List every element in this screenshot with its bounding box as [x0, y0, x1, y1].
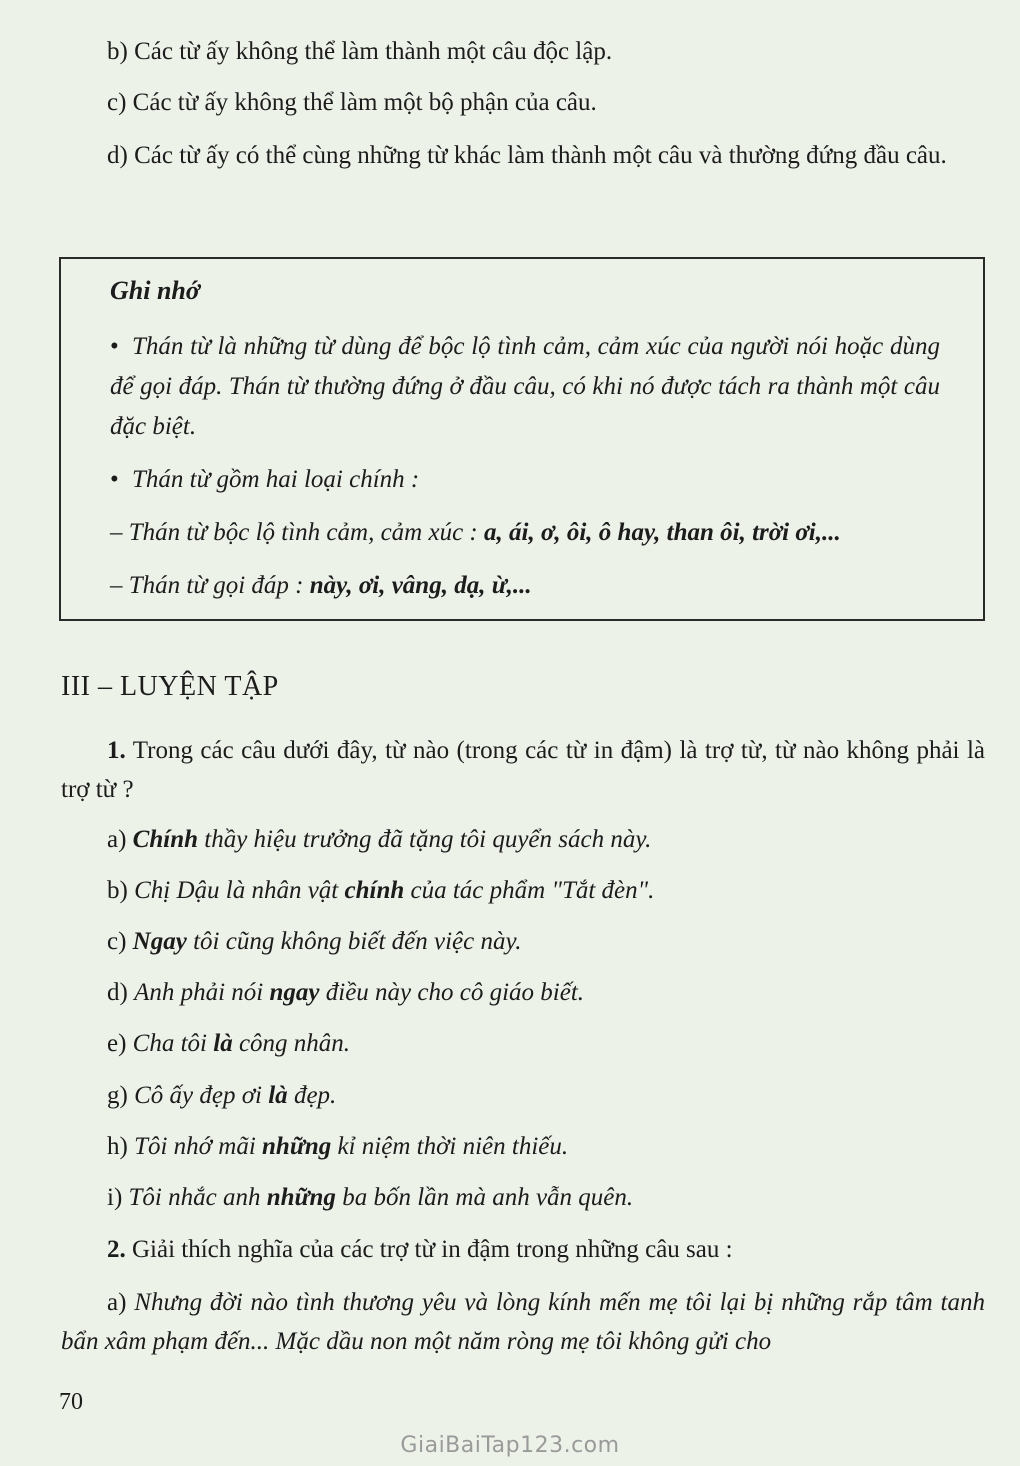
- ex2-item-a: [61, 1283, 985, 1361]
- bullet-icon: •: [110, 466, 119, 493]
- ex1-item-post: thầy hiệu trưởng đã tặng tôi quyển sách này.: [198, 826, 652, 853]
- ex1-number: 1.: [107, 737, 126, 764]
- ghi-nho-dash-1-text: – Thán từ bộc lộ tình cảm, cảm xúc :: [110, 519, 484, 546]
- ex2-item-label: a): [107, 1289, 127, 1316]
- ex1-item-pre: Cha tôi: [132, 1030, 214, 1057]
- ex1-item-g: [107, 1081, 336, 1111]
- ex1-item-i: [107, 1183, 633, 1213]
- ex1-item-h: [107, 1132, 568, 1162]
- ex1-item-pre: Chị Dậu là nhân vật: [134, 877, 345, 904]
- ex1-item-label: d): [107, 979, 128, 1006]
- ex1-item-bold: là: [268, 1082, 288, 1109]
- ex1-item-post: kỉ niệm thời niên thiếu.: [331, 1133, 569, 1160]
- ex1-item-post: của tác phẩm "Tắt đèn".: [404, 877, 655, 904]
- ghi-nho-bullet-1-text: Thán từ là những từ dùng để bộc lộ tình cảm, cảm xúc của người nói hoặc dùng để gọi đáp. Thán từ thường đứng ở đầu câu, có khi nó được tách ra thành một câu đặc biệt.: [110, 333, 940, 440]
- option-b: b) Các từ ấy không thể làm thành một câu độc lập.: [107, 38, 613, 65]
- option-d: [61, 137, 985, 174]
- ex1-item-bold: Chính: [132, 826, 199, 853]
- ex1-item-post: công nhân.: [232, 1030, 351, 1057]
- ex1-item-c: [107, 927, 521, 957]
- ex2-item-text: Nhưng đời nào tình thương yêu và lòng kính mến mẹ tôi lại bị những rắp tâm tanh bẩn xâm phạm đến... Mặc dầu non một năm ròng mẹ tôi không gửi cho: [61, 1289, 986, 1355]
- ex1-item-pre: Tôi nhớ mãi: [134, 1133, 263, 1160]
- ex1-prompt: [61, 731, 985, 809]
- ghi-nho-dash-2-text: – Thán từ gọi đáp :: [110, 572, 310, 599]
- ex1-item-bold: là: [213, 1030, 233, 1057]
- bullet-icon: •: [110, 333, 119, 360]
- ex1-item-label: b): [107, 877, 128, 904]
- ex1-item-pre: Anh phải nói: [134, 979, 270, 1006]
- option-d-text: d) Các từ ấy có thể cùng những từ khác làm thành một câu và thường đứng đầu câu.: [107, 142, 947, 169]
- ex1-item-label: g): [107, 1082, 128, 1109]
- ex1-item-post: điều này cho cô giáo biết.: [319, 979, 585, 1006]
- section-title: III – LUYỆN TẬP: [61, 671, 279, 702]
- ex1-item-bold: Ngay: [132, 928, 187, 955]
- ghi-nho-dash-1-bold: a, ái, ơ, ôi, ô hay, than ôi, trời ơi,...: [484, 519, 841, 546]
- ex1-item-label: e): [107, 1030, 127, 1057]
- ex1-item-d: [107, 978, 584, 1008]
- ghi-nho-dash-2: [110, 571, 532, 601]
- ex1-item-b: [107, 876, 654, 906]
- ex1-item-bold: chính: [344, 877, 405, 904]
- ghi-nho-dash-1: [110, 518, 841, 548]
- ex1-item-pre: Cô ấy đẹp ơi: [134, 1082, 269, 1109]
- page-number: 70: [59, 1389, 83, 1415]
- ex1-item-label: a): [107, 826, 127, 853]
- ex1-item-bold: ngay: [269, 979, 320, 1006]
- ex1-item-bold: những: [262, 1133, 332, 1160]
- ex2-number: 2.: [107, 1236, 126, 1263]
- ghi-nho-bullet-2: [110, 465, 419, 495]
- watermark: GiaiBaiTap123.com: [400, 1433, 620, 1458]
- ex1-item-pre: Tôi nhắc anh: [128, 1184, 267, 1211]
- ex1-item-post: ba bốn lần mà anh vẫn quên.: [335, 1184, 634, 1211]
- ex1-item-label: c): [107, 928, 127, 955]
- ghi-nho-title: Ghi nhớ: [110, 276, 200, 305]
- ghi-nho-bullet-1: [110, 327, 940, 447]
- ex1-item-bold: những: [266, 1184, 336, 1211]
- ex1-item-e: [107, 1029, 350, 1059]
- ex2-prompt: [107, 1235, 733, 1265]
- ex1-item-post: tôi cũng không biết đến việc này.: [186, 928, 522, 955]
- ghi-nho-bullet-2-text: Thán từ gồm hai loại chính :: [132, 466, 420, 493]
- ex2-prompt-text: Giải thích nghĩa của các trợ từ in đậm trong những câu sau :: [125, 1236, 733, 1263]
- option-c: c) Các từ ấy không thể làm một bộ phận của câu.: [107, 89, 597, 116]
- ex1-prompt-text: Trong các câu dưới đây, từ nào (trong các từ in đậm) là trợ từ, từ nào không phải là trợ từ ?: [61, 737, 985, 803]
- ex1-item-a: [107, 825, 651, 855]
- ex1-item-label: h): [107, 1133, 128, 1160]
- ex1-item-label: i): [107, 1184, 123, 1211]
- ex1-item-post: đẹp.: [287, 1082, 337, 1109]
- ghi-nho-dash-2-bold: này, ơi, vâng, dạ, ừ,...: [309, 572, 532, 599]
